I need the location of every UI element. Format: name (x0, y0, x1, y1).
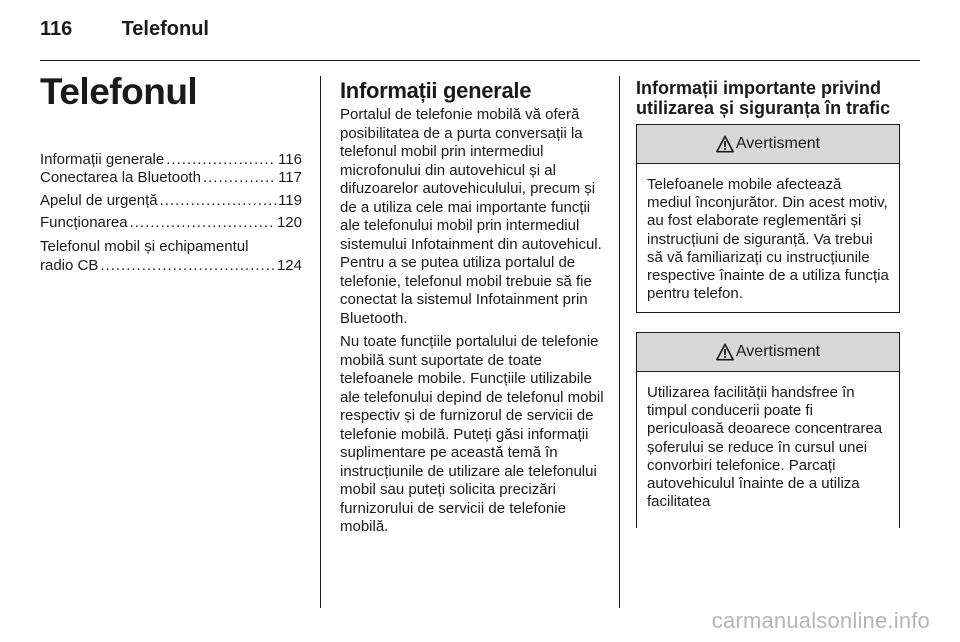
page-number: 116 (40, 18, 73, 40)
chapter-column (40, 70, 302, 275)
toc-leader-dots (160, 192, 276, 209)
warning-text: Telefoanele mobile afectează mediul înconjurător. Din acest motiv, au fost elaborate reglementări și instrucțiuni de siguranță. Va trebui să vă familiarizați cu instrucțiunile respective înainte de a utiliza funcția pentru telefon. (647, 176, 889, 303)
warning-label: Avertisment (735, 343, 821, 360)
section-title: Informații generale (340, 78, 532, 103)
toc-entry[interactable] (40, 150, 302, 169)
toc-leader-dots (166, 150, 276, 169)
column-divider-right (619, 76, 620, 608)
toc-entry-title: Informații generale (40, 151, 165, 168)
general-info-column (340, 78, 605, 542)
warning-header (637, 333, 899, 372)
toc-entry-page: 117 (278, 169, 302, 186)
toc-entry-page: 116 (278, 151, 302, 168)
toc-leader-dots (100, 256, 275, 275)
page-header (40, 18, 209, 41)
toc-entry[interactable] (40, 214, 302, 237)
toc-leader-dots (203, 169, 276, 186)
toc-leader-dots (130, 214, 275, 231)
paragraph: Nu toate funcțiile portalului de telefonie mobilă sunt suportate de toate telefoanele mobile. Funcțiile utilizabile ale telefonului depind de telefonul mobil respectiv și de furnizorul de servicii de telefonie mobilă. Puteți găsi informații suplimentare pe această temă în instrucțiunile de utilizare ale telefonului mobil sau puteți solicita precizări furnizorului de servicii de telefonie mobilă. (340, 333, 604, 535)
table-of-contents (40, 150, 302, 275)
watermark: carmanualsonline.info (711, 608, 930, 633)
paragraph: Portalul de telefonie mobilă vă oferă posibilitatea de a purta conversații la telefonul mobil prin intermediul microfonului din autovehicul și al difuzoarelor autovehiculului, precum și de a utiliza cele mai importante funcții ale telefonului mobil prin intermediul sistemului Infotainment din autovehicul. Pentru a se putea utiliza portalul de telefonie, telefonul mobil trebuie să fie conectat la sistemul Infotainment prin Bluetooth. (340, 106, 602, 327)
toc-entry[interactable] (40, 169, 302, 192)
warning-text: Utilizarea facilității handsfree în timpul conducerii poate fi periculoasă deoarece concentrarea șoferului se reduce în cursul unei convorbiri telefonice. Parcați autovehiculul înainte de a utiliza facilitatea (647, 384, 883, 511)
warning-header (637, 125, 899, 164)
toc-entry-page: 120 (276, 214, 302, 231)
warning-label: Avertisment (735, 135, 821, 152)
toc-entry-title: Conectarea la Bluetooth (40, 169, 201, 186)
running-section-title: Telefonul (121, 18, 209, 40)
warning-triangle-icon (716, 135, 734, 153)
toc-entry-title-line2: radio CB (40, 256, 99, 274)
safety-column (636, 78, 900, 511)
column-divider-left (320, 76, 321, 608)
toc-entry-page: 119 (278, 191, 302, 209)
toc-entry-title: Funcționarea (40, 214, 128, 231)
toc-entry[interactable] (40, 237, 302, 275)
subsection-title: Informații importante privind utilizarea și siguranța în trafic (636, 78, 891, 118)
toc-entry-title-line1: Telefonul mobil și echipamentul (40, 237, 249, 255)
warning-box (636, 124, 900, 313)
warning-box (636, 332, 900, 528)
toc-entry-title: Apelul de urgență (40, 191, 158, 209)
warning-triangle-icon (716, 343, 734, 361)
chapter-title: Telefonul (40, 71, 198, 112)
header-divider (40, 60, 920, 61)
toc-entry[interactable] (40, 192, 302, 215)
toc-entry-page: 124 (276, 256, 302, 274)
